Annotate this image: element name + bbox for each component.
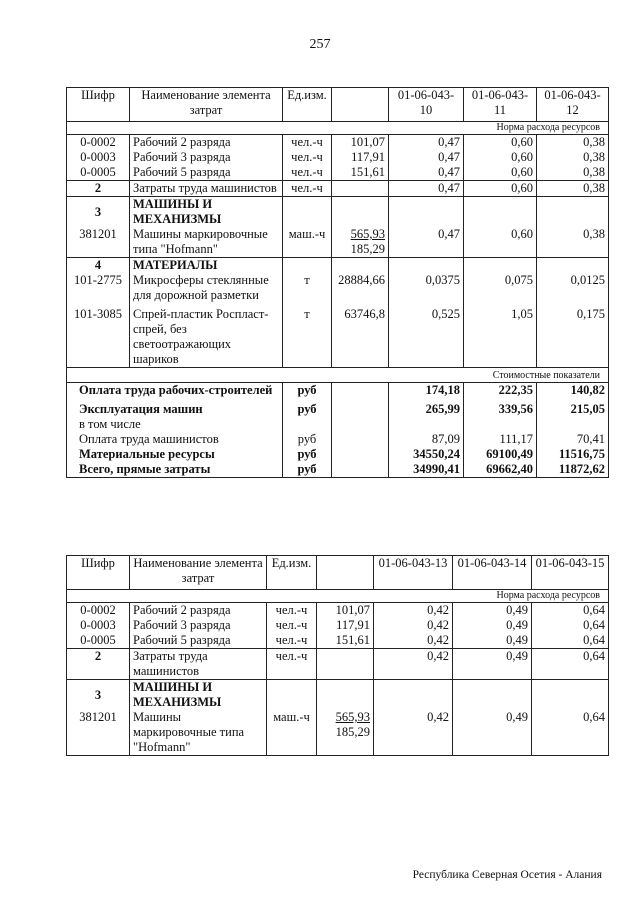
cell-value: 34990,41 [389, 462, 464, 478]
cell-value [389, 258, 464, 274]
table-row-group [67, 680, 609, 711]
cell-name: Микросферы стеклянные для дорожной разметки [130, 273, 283, 303]
header-name: Наименование элемента затрат [130, 556, 267, 590]
cell-name: МАТЕРИАЛЫ [130, 258, 283, 274]
cell-value: 11516,75 [537, 447, 609, 462]
cell-price [332, 432, 389, 447]
cell-price: 151,61 [317, 633, 374, 649]
cell-value [374, 680, 453, 711]
header-col-3: 01-06-043-12 [537, 88, 609, 122]
cell-name: Машины маркировочные типа "Hofmann" [130, 227, 283, 258]
cell-unit: чел.-ч [283, 181, 332, 197]
cell-value: 69662,40 [464, 462, 537, 478]
section-label: Норма расхода ресурсов [67, 590, 609, 603]
cell-price [317, 680, 374, 711]
cell-value: 0,64 [532, 618, 609, 633]
cell-value [464, 197, 537, 228]
cell-value: 0,49 [453, 710, 532, 756]
cell-unit: руб [283, 447, 332, 462]
section-row-cost [67, 368, 609, 383]
table-row [67, 447, 609, 462]
table-row-group [67, 258, 609, 274]
cell-value: 0,38 [537, 181, 609, 197]
cell-value: 0,38 [537, 165, 609, 181]
cell-value: 0,38 [537, 135, 609, 151]
header-col-2: 01-06-043-11 [464, 88, 537, 122]
table-row [67, 462, 609, 478]
cell-unit: маш.-ч [267, 710, 317, 756]
cell-value: 339,56 [464, 398, 537, 432]
header-col-2: 01-06-043-14 [453, 556, 532, 590]
cell-value: 0,60 [464, 227, 537, 258]
cell-name: Затраты труда машинистов [130, 181, 283, 197]
table-row [67, 303, 609, 368]
cell-value: 0,64 [532, 710, 609, 756]
header-col-1: 01-06-043-13 [374, 556, 453, 590]
cell-code: 381201 [67, 227, 130, 258]
cell-code: 381201 [67, 710, 130, 756]
cell-price [332, 227, 389, 258]
cell-value: 0,47 [389, 150, 464, 165]
cell-unit: т [283, 303, 332, 368]
cell-unit: чел.-ч [267, 603, 317, 619]
cell-value: 87,09 [389, 432, 464, 447]
header-code: Шифр [67, 556, 130, 590]
cell-unit: чел.-ч [283, 135, 332, 151]
cell-code: 4 [67, 258, 130, 274]
cell-value: 222,35 [464, 383, 537, 399]
cell-name: МАШИНЫ И МЕХАНИЗМЫ [130, 680, 267, 711]
cell-name: Оплата труда машинистов [67, 432, 283, 447]
header-col-3: 01-06-043-15 [532, 556, 609, 590]
cell-value: 0,60 [464, 165, 537, 181]
cell-unit: маш.-ч [283, 227, 332, 258]
price-bottom: 185,29 [335, 725, 370, 739]
table-row [67, 432, 609, 447]
cell-value [532, 680, 609, 711]
table-row [67, 603, 609, 619]
cell-unit: чел.-ч [267, 633, 317, 649]
cell-value: 0,49 [453, 633, 532, 649]
header-unit: Ед.изм. [283, 88, 332, 122]
cell-value: 0,47 [389, 181, 464, 197]
cell-price: 117,91 [317, 618, 374, 633]
cell-price: 101,07 [317, 603, 374, 619]
cell-name: Рабочий 5 разряда [130, 165, 283, 181]
cell-value: 0,60 [464, 135, 537, 151]
cell-value: 0,64 [532, 649, 609, 680]
cell-name: Машины маркировочные типа "Hofmann" [130, 710, 267, 756]
cell-code: 3 [67, 680, 130, 711]
cell-price: 63746,8 [332, 303, 389, 368]
table-row [67, 135, 609, 151]
cell-unit: чел.-ч [283, 150, 332, 165]
cell-price: 28884,66 [332, 273, 389, 303]
cell-code: 2 [67, 649, 130, 680]
cell-name: Рабочий 3 разряда [130, 150, 283, 165]
cell-value: 265,99 [389, 398, 464, 432]
cell-price [332, 383, 389, 399]
cell-unit: руб [283, 462, 332, 478]
cell-value: 0,60 [464, 150, 537, 165]
table-row [67, 633, 609, 649]
cell-code: 3 [67, 197, 130, 228]
cell-value: 0,0125 [537, 273, 609, 303]
cell-name: Рабочий 5 разряда [130, 633, 267, 649]
cell-price [332, 398, 389, 432]
table-row [67, 165, 609, 181]
cell-unit [267, 680, 317, 711]
cell-name-main: Эксплуатация машин [79, 402, 203, 416]
cell-value: 0,64 [532, 603, 609, 619]
cell-value: 0,38 [537, 150, 609, 165]
header-price [332, 88, 389, 122]
cell-unit: чел.-ч [267, 618, 317, 633]
cell-value [537, 258, 609, 274]
table-row [67, 398, 609, 432]
header-price [317, 556, 374, 590]
cell-price [332, 447, 389, 462]
cell-code: 0-0002 [67, 135, 130, 151]
header-code: Шифр [67, 88, 130, 122]
cell-value: 1,05 [464, 303, 537, 368]
cell-name: Рабочий 2 разряда [130, 135, 283, 151]
cell-price [332, 197, 389, 228]
section-row-norm [67, 590, 609, 603]
section-label: Норма расхода ресурсов [67, 122, 609, 135]
cell-name-sub: в том числе [79, 417, 141, 431]
cell-value: 0,42 [374, 633, 453, 649]
cell-name [67, 398, 283, 432]
cell-value: 174,18 [389, 383, 464, 399]
table-row [67, 273, 609, 303]
table-row [67, 618, 609, 633]
cell-name: МАШИНЫ И МЕХАНИЗМЫ [130, 197, 283, 228]
resource-table-2 [66, 555, 609, 756]
cell-price [332, 258, 389, 274]
cell-name: Материальные ресурсы [67, 447, 283, 462]
cell-unit [283, 258, 332, 274]
cell-name: Оплата труда рабочих-строителей [67, 383, 283, 399]
cell-price: 151,61 [332, 165, 389, 181]
cell-value: 0,0375 [389, 273, 464, 303]
price-bottom: 185,29 [350, 242, 385, 256]
section-row-norm [67, 122, 609, 135]
cell-price: 117,91 [332, 150, 389, 165]
cell-value: 0,49 [453, 618, 532, 633]
cell-code: 0-0003 [67, 618, 130, 633]
resource-table-1 [66, 87, 609, 478]
table-row [67, 383, 609, 399]
cell-value [537, 197, 609, 228]
cell-code: 2 [67, 181, 130, 197]
cell-value: 111,17 [464, 432, 537, 447]
cell-value: 0,42 [374, 603, 453, 619]
cell-value: 34550,24 [389, 447, 464, 462]
cell-value: 0,64 [532, 633, 609, 649]
table-row [67, 710, 609, 756]
cell-price [332, 181, 389, 197]
cell-value: 69100,49 [464, 447, 537, 462]
cell-unit: чел.-ч [283, 165, 332, 181]
cell-code: 101-3085 [67, 303, 130, 368]
cell-unit: чел.-ч [267, 649, 317, 680]
cell-code: 0-0002 [67, 603, 130, 619]
cell-code: 0-0003 [67, 150, 130, 165]
cell-value: 0,38 [537, 227, 609, 258]
page-number: 257 [309, 37, 331, 52]
table-row [67, 150, 609, 165]
cell-value: 0,47 [389, 227, 464, 258]
cell-code: 0-0005 [67, 633, 130, 649]
header-col-1: 01-06-043-10 [389, 88, 464, 122]
cell-unit: т [283, 273, 332, 303]
cell-value: 0,42 [374, 710, 453, 756]
table-row [67, 227, 609, 258]
footer-region: Республика Северная Осетия - Алания [412, 869, 602, 881]
cell-value [464, 258, 537, 274]
table-row [67, 181, 609, 197]
cell-value: 0,47 [389, 135, 464, 151]
cell-name: Рабочий 3 разряда [130, 618, 267, 633]
cell-name: Спрей-пластик Роспласт-спрей, без светоотражающих шариков [130, 303, 283, 368]
cell-value: 11872,62 [537, 462, 609, 478]
cell-value [389, 197, 464, 228]
cell-unit: руб [283, 383, 332, 399]
cell-value: 0,49 [453, 603, 532, 619]
cell-unit: руб [283, 398, 332, 432]
cell-code: 0-0005 [67, 165, 130, 181]
section-label: Стоимостные показатели [67, 368, 609, 383]
cell-value: 0,175 [537, 303, 609, 368]
table-row [67, 649, 609, 680]
cell-value: 215,05 [537, 398, 609, 432]
cell-value: 0,525 [389, 303, 464, 368]
cell-value: 140,82 [537, 383, 609, 399]
cell-value: 0,075 [464, 273, 537, 303]
cell-value: 70,41 [537, 432, 609, 447]
cell-unit [283, 197, 332, 228]
table-header [67, 88, 609, 122]
cell-unit: руб [283, 432, 332, 447]
cell-value: 0,49 [453, 649, 532, 680]
cell-name: Всего, прямые затраты [67, 462, 283, 478]
price-top: 565,93 [350, 227, 385, 241]
cell-value: 0,47 [389, 165, 464, 181]
header-name: Наименование элемента затрат [130, 88, 283, 122]
cell-price [317, 649, 374, 680]
table-row-group [67, 197, 609, 228]
cell-name: Затраты труда машинистов [130, 649, 267, 680]
cell-code: 101-2775 [67, 273, 130, 303]
cell-price [332, 462, 389, 478]
price-top: 565,93 [335, 710, 370, 724]
table-header [67, 556, 609, 590]
cell-value: 0,42 [374, 618, 453, 633]
cell-value [453, 680, 532, 711]
cell-value: 0,42 [374, 649, 453, 680]
cell-price: 101,07 [332, 135, 389, 151]
header-unit: Ед.изм. [267, 556, 317, 590]
cell-price [317, 710, 374, 756]
cell-value: 0,60 [464, 181, 537, 197]
cell-name: Рабочий 2 разряда [130, 603, 267, 619]
